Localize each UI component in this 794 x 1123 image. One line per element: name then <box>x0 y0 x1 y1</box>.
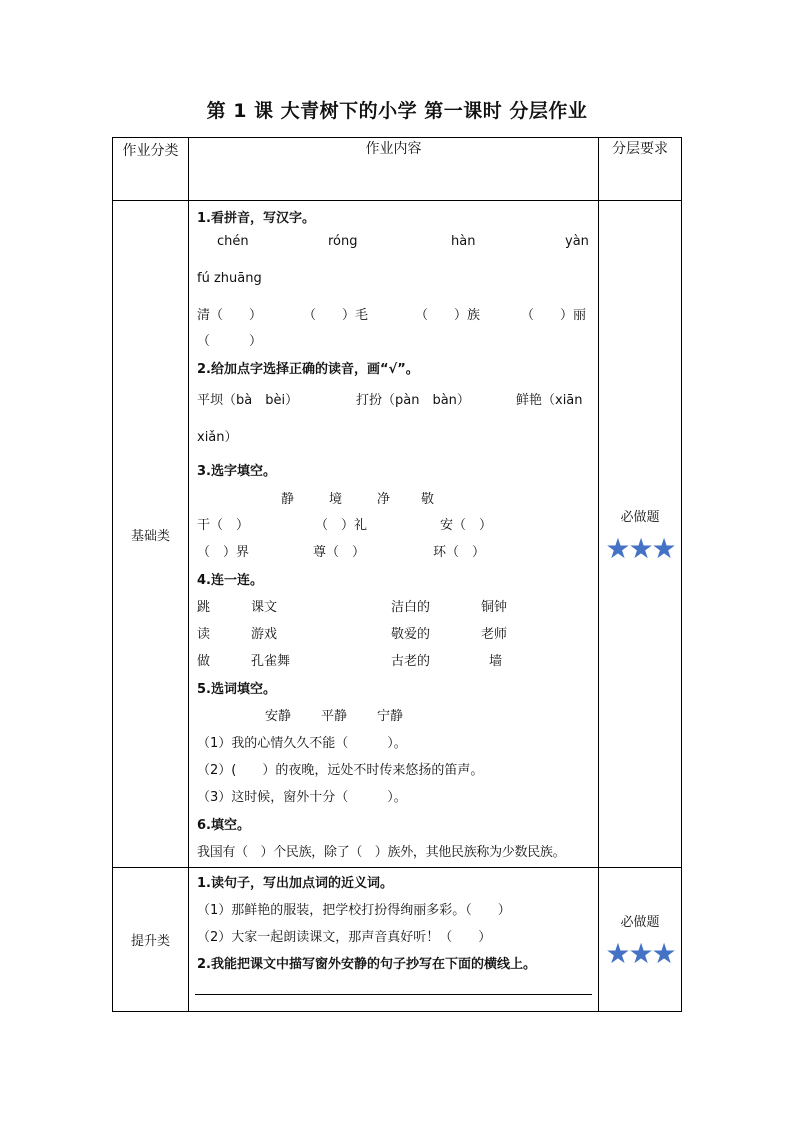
pinyin-4: yàn <box>565 234 589 249</box>
adv-q1-item-2: （2）大家一起朗读课文，那声音真好听！（ ） <box>197 930 492 945</box>
q5-word-2: 平静 <box>321 709 348 724</box>
q5-word-3: 宁静 <box>377 709 404 724</box>
star-rating-advanced: ★★★ <box>605 937 675 970</box>
q5-item-2: （2）( ）的夜晚，远处不时传来悠扬的笛声。 <box>197 763 484 778</box>
requirement-advanced-label: 必做题 <box>620 915 660 930</box>
blank-2: （ ）毛 <box>303 308 369 323</box>
q3-row1-2: （ ）礼 <box>315 518 368 533</box>
q4-right-3: 墙 <box>489 654 503 669</box>
q5-word-1: 安静 <box>265 709 292 724</box>
q2-item-2: 打扮（pàn bàn） <box>356 393 470 408</box>
blank-5: （ ） <box>197 334 263 349</box>
requirement-advanced <box>599 868 682 1012</box>
q3-row1-1: 干（ ） <box>197 518 250 533</box>
q4-right-1: 铜钟 <box>481 600 508 615</box>
q4-right-2: 老师 <box>481 627 508 642</box>
table-row-advanced <box>113 868 682 1012</box>
q4-mid-2: 敬爱的 <box>391 627 431 642</box>
answer-line[interactable] <box>195 994 592 995</box>
q4-left-3: 做 <box>197 654 211 669</box>
q4-title: 4.连一连。 <box>197 573 263 588</box>
q3-title: 3.选字填空。 <box>197 464 276 479</box>
requirement-basic-label: 必做题 <box>620 509 660 525</box>
adv-q1-item-1: （1）那鲜艳的服装，把学校打扮得绚丽多彩。（ ） <box>197 903 511 918</box>
q4-leftobj-1: 课文 <box>251 600 278 615</box>
q5-item-1: （1）我的心情久久不能（ ）。 <box>197 736 407 751</box>
q4-leftobj-2: 游戏 <box>251 627 278 642</box>
q6-text: 我国有（ ）个民族，除了（ ）族外，其他民族称为少数民族。 <box>197 845 566 860</box>
q5-title: 5.选词填空。 <box>197 682 276 697</box>
q3-row1-3: 安（ ） <box>440 518 493 533</box>
table-row-basic <box>113 201 682 868</box>
blank-3: （ ）族 <box>415 308 481 323</box>
q2-title: 2.给加点字选择正确的读音，画“√”。 <box>197 362 419 377</box>
q3-char-4: 敬 <box>421 492 435 507</box>
star-rating-basic: ★★★ <box>605 531 675 565</box>
q3-row2-2: 尊（ ） <box>313 545 366 560</box>
q3-row2-1: （ ）界 <box>197 545 250 560</box>
blank-1: 清（ ） <box>197 308 263 323</box>
q4-mid-3: 古老的 <box>391 654 431 669</box>
table-header-row <box>113 138 682 201</box>
pinyin-5: fú zhuāng <box>197 271 262 286</box>
q3-char-3: 净 <box>377 492 391 507</box>
header-requirement: 分层要求 <box>599 138 682 201</box>
content-basic <box>189 201 599 868</box>
category-basic: 基础类 <box>113 201 189 868</box>
q4-mid-1: 洁白的 <box>391 600 431 615</box>
q4-left-1: 跳 <box>197 600 211 615</box>
adv-q1-title: 1.读句子，写出加点词的近义词。 <box>197 876 393 891</box>
q2-item-1: 平坝（bà bèi） <box>197 393 299 408</box>
pinyin-1: chén <box>217 234 249 249</box>
page-title: 第 1 课 大青树下的小学 第一课时 分层作业 <box>206 100 588 122</box>
q4-leftobj-3: 孔雀舞 <box>251 654 291 669</box>
adv-q2-title: 2.我能把课文中描写窗外安静的句子抄写在下面的横线上。 <box>197 957 536 972</box>
q3-char-2: 境 <box>329 492 343 507</box>
header-content: 作业内容 <box>189 138 599 201</box>
homework-table <box>112 137 682 1012</box>
blank-4: （ ）丽 <box>521 308 587 323</box>
q2-item-3: 鲜艳（xiān <box>516 393 583 408</box>
content-advanced <box>189 868 599 1012</box>
q3-row2-3: 环（ ） <box>433 545 486 560</box>
requirement-basic <box>599 201 682 868</box>
q2-item-4: xiǎn） <box>197 430 238 445</box>
category-advanced: 提升类 <box>113 868 189 1012</box>
header-category: 作业分类 <box>113 138 189 201</box>
pinyin-3: hàn <box>451 234 476 249</box>
pinyin-2: róng <box>328 234 358 249</box>
q3-char-1: 静 <box>281 492 295 507</box>
q5-item-3: （3）这时候，窗外十分（ ）。 <box>197 790 407 805</box>
q4-left-2: 读 <box>197 627 211 642</box>
q1-title: 1.看拼音，写汉字。 <box>197 211 315 226</box>
q6-title: 6.填空。 <box>197 818 250 833</box>
